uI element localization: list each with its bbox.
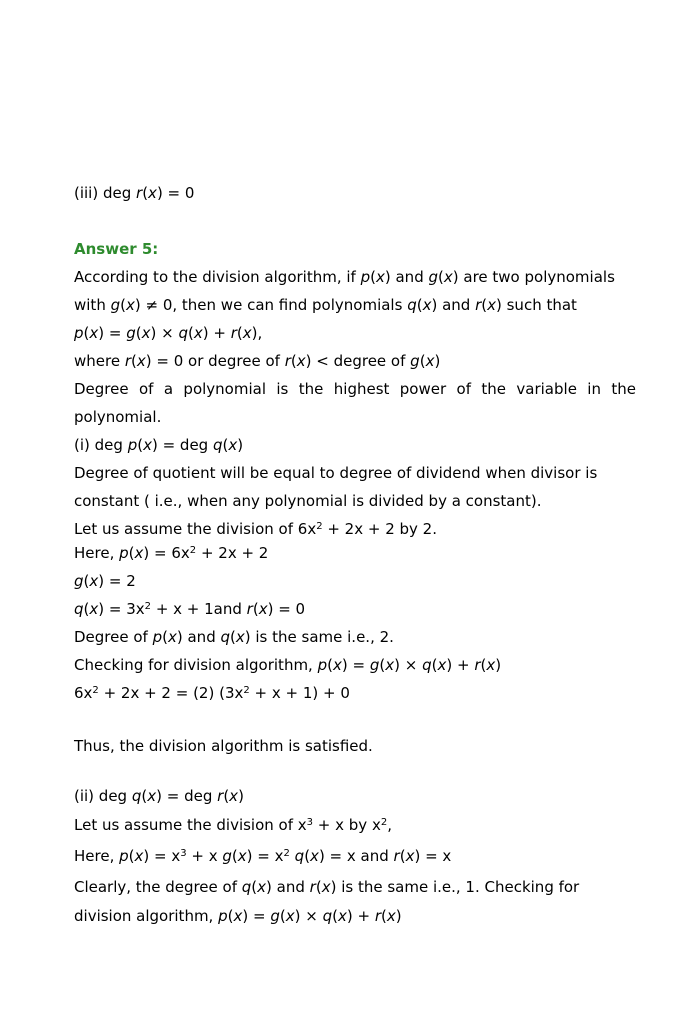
text-line-20: Here, $p(x) = x^3 + x$ $g(x) = x^2$ q(x) = x and r(x) = x	[74, 847, 452, 865]
text-line-13: $q(x) = 3x^2 + x + 1and$ r(x) = 0	[74, 600, 306, 618]
answer-heading: Answer 5:	[74, 240, 159, 258]
text-line-5: Degree of a polynomial is the highest power of the variable in the	[74, 380, 636, 398]
text-line-21: Clearly, the degree of q(x) and r(x) is the same i.e., 1. Checking for	[74, 878, 580, 896]
text-line-6: polynomial.	[74, 408, 162, 426]
text-line-9: constant ( i.e., when any polynomial is divided by a constant).	[74, 492, 542, 510]
text-line-1: According to the division algorithm, if p(x) and g(x) are two polynomials	[74, 268, 615, 286]
text-line-7: (i) deg p(x) = deg q(x)	[74, 436, 244, 454]
text-line-3: p(x) = g(x) × q(x) + r(x),	[74, 324, 263, 342]
text-line-10: Let us assume the division of $6x^2 + 2x + 2$ by 2.	[74, 520, 437, 538]
text-line-16: $6x^2 + 2x + 2 = (2) (3x^2 + x + 1) + 0$	[74, 684, 350, 702]
text-line-8: Degree of quotient will be equal to degree of dividend when divisor is	[74, 464, 598, 482]
text-line-11: Here, $p(x) = 6x^2 + 2x + 2$	[74, 544, 269, 562]
text-line-14: Degree of p(x) and q(x) is the same i.e., 2.	[74, 628, 394, 646]
part-iii-line: (iii) deg r(x) = 0	[74, 184, 195, 202]
text-line-12: g(x) = 2	[74, 572, 136, 590]
text-line-22: division algorithm, p(x) = g(x) × q(x) + r(x)	[74, 907, 402, 925]
text-line-4: where r(x) = 0 or degree of r(x) < degree of g(x)	[74, 352, 441, 370]
text-line-17: Thus, the division algorithm is satisfied.	[74, 737, 373, 755]
text-line-19: Let us assume the division of $x^3 + x$ by $x^2$,	[74, 816, 392, 834]
text-line-2: with g(x) ≠ 0, then we can find polynomials q(x) and r(x) such that	[74, 296, 577, 314]
text-line-15: Checking for division algorithm, p(x) = g(x) × q(x) + r(x)	[74, 656, 502, 674]
text-line-18: (ii) deg q(x) = deg r(x)	[74, 787, 244, 805]
